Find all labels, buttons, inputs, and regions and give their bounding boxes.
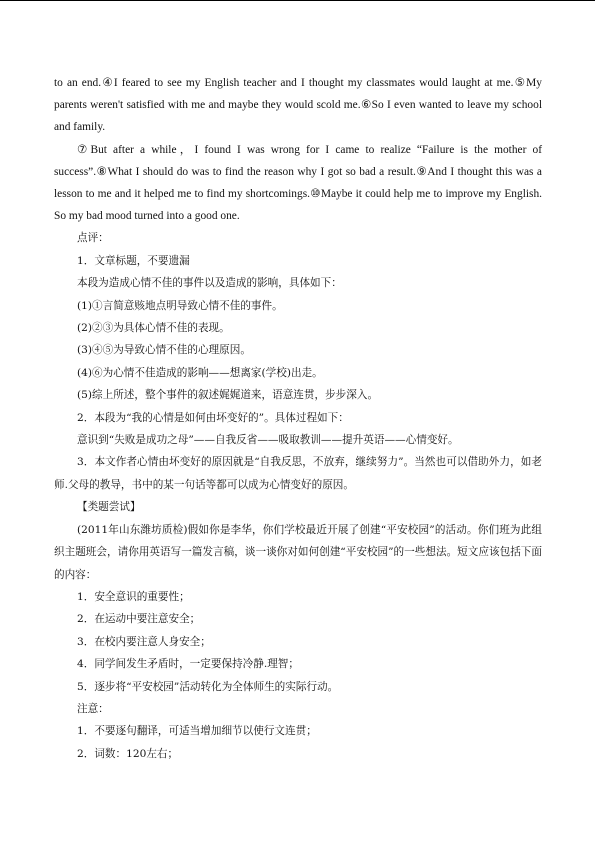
requirement-3: 3．在校内要注意人身安全； xyxy=(77,635,211,648)
passage-paragraph-1: to an end.④I feared to see my English teacher and I thought my classmates would laught at me.⑤My parents weren't satisfied with me and maybe they would scold me.⑥So I even wanted to leave my school and family. xyxy=(54,77,542,134)
requirement-4: 4．同学间发生矛盾时，一定要保持冷静.理智； xyxy=(77,658,299,671)
comment-item-5: (5)综上所述，整个事件的叙述娓娓道来，语意连贯，步步深入。 xyxy=(77,389,379,402)
exercise-heading: 【类题尝试】 xyxy=(77,501,141,514)
comment-point-1: 1．文章标题，不要遗漏 xyxy=(77,254,190,267)
comment-intro: 本段为造成心情不佳的事件以及造成的影响，具体如下： xyxy=(77,277,342,290)
passage-paragraph-2: ⑦But after a while，I found I was wrong for I came to realize “Failure is the mother of success”.⑧What I should do was to find the reason why I got so bad a result.⑨And I thought this was a lesson to me and it helped me to find my shortcomings.⑩Maybe it could help me to improve my English. So my bad mood turned into a good one. xyxy=(54,143,542,223)
comment-item-2: (2)②③为具体心情不佳的表现。 xyxy=(77,322,230,335)
notes-heading: 注意： xyxy=(77,702,109,715)
comment-point-3: 3．本文作者心情由坏变好的原因就是“自我反思，不放弃，继续努力”。当然也可以借助外力，如老师.父母的教导，书中的某一句话等都可以成为心情变好的原因。 xyxy=(54,456,542,491)
requirement-1: 1．安全意识的重要性； xyxy=(77,590,190,603)
document-body xyxy=(54,72,542,765)
comment-item-3: (3)④⑤为导致心情不佳的心理原因。 xyxy=(77,344,251,357)
requirement-5: 5．逐步将“平安校园”活动转化为全体师生的实际行动。 xyxy=(77,680,339,693)
note-2: 2．词数：120左右； xyxy=(77,747,179,760)
exercise-prompt: (2011年山东潍坊质检)假如你是李华，你们学校最近开展了创建“平安校园”的活动。你们班为此组织主题班会，请你用英语写一篇发言稿，谈一谈你对如何创建“平安校园”的一些想法。短文应该包括下面的内容： xyxy=(54,523,542,581)
note-1: 1．不要逐句翻译，可适当增加细节以使行文连贯； xyxy=(77,725,317,738)
comment-item-4: (4)⑥为心情不佳造成的影响——想离家(学校)出走。 xyxy=(77,366,323,379)
comment-heading: 点评： xyxy=(77,232,109,245)
comment-point-2: 2．本段为“我的心情是如何由坏变好的”。具体过程如下： xyxy=(77,411,349,424)
comment-process: 意识到“失败是成功之母”——自我反省——吸取教训——提升英语——心情变好。 xyxy=(77,434,459,447)
requirement-2: 2．在运动中要注意安全； xyxy=(77,613,201,626)
top-rule xyxy=(0,0,595,1)
comment-item-1: (1)①言简意赅地点明导致心情不佳的事件。 xyxy=(77,299,283,312)
